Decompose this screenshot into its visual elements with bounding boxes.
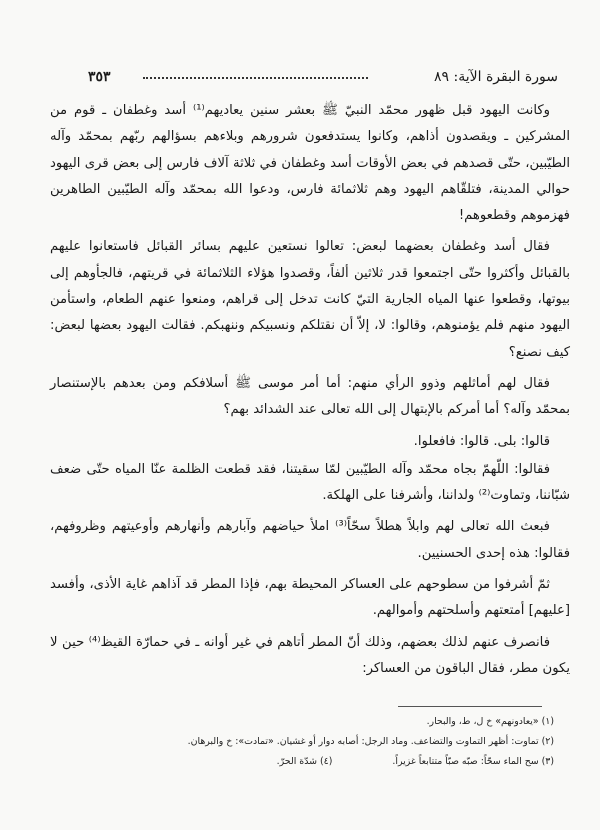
footnote-divider: [398, 706, 542, 707]
running-header: [88, 66, 558, 88]
paragraph: وكانت اليهود قبل ظهور محمّد النبيّ ﷺ بعشر سنين يعاديهم⁽¹⁾ أسد وغطفان ـ قوم من المشركين ـ ويقصدون أذاهم، وكانوا يستدفعون شرورهم وبلاءهم بسؤالهم ربّهم بمحمّد وآله الطيّبين، حتّى قصدهم في بعض الأوقات أسد وغطفان في ثلاثة آلاف فارس إلى بعض قرى اليهود حوالي المدينة، فتلقّاهم اليهود وهم ثلاثمائة فارس، ودعوا الله بمحمّد وآله الطيّبين الطاهرين فهزموهم وقطعوهم!: [50, 103, 570, 224]
footnote-row: [64, 752, 554, 772]
paragraph: قالوا: بلى. قالوا: فافعلوا.: [413, 433, 550, 449]
surah-title: سورة البقرة الآية: ٨٩: [428, 69, 558, 85]
footnote-4: (٤) شدّة الحرّ.: [276, 756, 333, 767]
footnotes: [64, 712, 554, 772]
footnote-1: (١) «يعادونهم» خ ل، ط، والبحار.: [426, 716, 554, 727]
header-dotted-rule: [143, 77, 368, 79]
paragraph: ثمّ أشرفوا من سطوحهم على العساكر المحيطة بهم، فإذا المطر قد آذاهم غاية الأذى، وأفسد [عليهم] أمتعتهم وأسلحتهم وأموالهم.: [50, 577, 570, 619]
main-text: [50, 98, 570, 687]
paragraph: فقال أسد وغطفان بعضهما لبعض: تعالوا نستعين عليهم بسائر القبائل فاستعانوا عليهم بالقبائل وأكثروا حتّى اجتمعوا قدر ثلاثين ألفاً، وقصدوا هؤلاء الثلاثمائة في قريتهم، فالجأوهم إلى بيوتها، وقطعوا عنها المياه الجارية التيّ كانت تدخل إلى قراهم، ومنعوا عنهم الطعام، واستأمن اليهود منهم فلم يؤمنوهم، وقالوا: لا، إلاّ أن نقتلكم ونسبيكم وننهبكم. فقالت اليهود بعضها لبعض: كيف نصنع؟: [50, 239, 570, 360]
footnote-2: (٢) تماوت: أظهر التماوت والتضاعف. وماد الرجل: أصابه دوار أو غشيان. «تمادت»: خ والبرهان.: [187, 736, 554, 747]
footnote-3: (٣) سح الماء سحّاً: صبّه صبّاً متتابعاً غزيراً.: [392, 756, 554, 767]
paragraph: فانصرف عنهم لذلك بعضهم، وذلك أنّ المطر أتاهم في غير أوانه ـ في حمارّة القيظ⁽⁴⁾ حين لا يكون مطر، فقال الباقون من العساكر:: [50, 634, 570, 676]
page-number: ٣٥٣: [88, 69, 117, 85]
paragraph: فبعث الله تعالى لهم وابلاً هطلاً سحّاً⁽³⁾ املأ حياضهم وآبارهم وأنهارهم وأوعيتهم وظروفهم، فقالوا: هذه إحدى الحسنيين.: [50, 519, 570, 561]
paragraph: فقال لهم أماثلهم وذوو الرأي منهم: أما أمر موسى ﷺ أسلافكم ومن بعدهم بالإستنصار بمحمّد وآله؟ أما أمركم بالإبتهال إلى الله تعالى عند الشدائد بهم؟: [50, 375, 570, 418]
paragraph: فقالوا: اللّهمّ بجاه محمّد وآله الطيّبين لمّا سقيتنا، فقد قطعت الظلمة عنّا المياه حتّى ضعف شبّاننا، وتماوت⁽²⁾ ولداننا، وأشرفنا على الهلكة.: [50, 461, 570, 504]
